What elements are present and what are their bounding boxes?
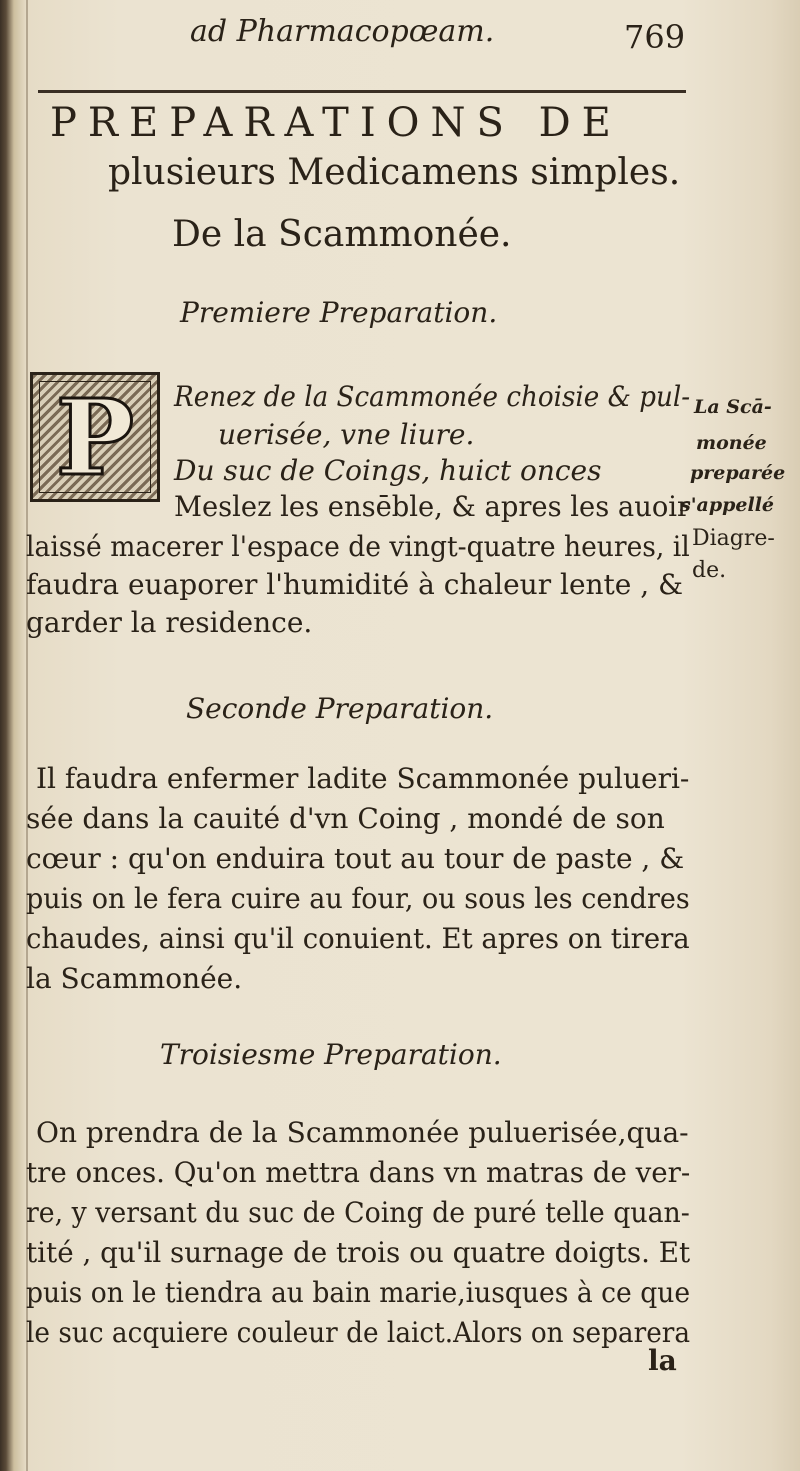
catchword: la bbox=[648, 1344, 677, 1377]
prep3-line: tre onces. Qu'on mettra dans vn matras de ver- bbox=[26, 1156, 691, 1189]
margin-note-line: Diagre- bbox=[692, 526, 775, 551]
prep1-line: garder la residence. bbox=[26, 606, 313, 639]
preparation-2-heading: Seconde Preparation. bbox=[186, 692, 494, 725]
margin-note-line: monée bbox=[696, 432, 767, 454]
prep3-line: On prendra de la Scammonée puluerisée,qua- bbox=[36, 1116, 689, 1149]
prep1-line: uerisée, vne liure. bbox=[218, 418, 475, 451]
prep1-line: Meslez les ensēble, & apres les auoir bbox=[174, 490, 691, 523]
drop-cap-ornament bbox=[30, 372, 160, 502]
subject-heading: De la Scammonée. bbox=[172, 214, 512, 255]
prep1-line: Renez de la Scammonée choisie & pul- bbox=[174, 380, 691, 413]
prep2-line: Il faudra enfermer ladite Scammonée pulueri- bbox=[36, 762, 690, 795]
prep2-line: sée dans la cauité d'vn Coing , mondé de son bbox=[26, 802, 665, 835]
prep3-line: tité , qu'il surnage de trois ou quatre doigts. Et bbox=[26, 1236, 691, 1269]
header-rule bbox=[38, 90, 686, 93]
prep1-line: Du suc de Coings, huict onces bbox=[174, 454, 602, 487]
preparation-3-heading: Troisiesme Preparation. bbox=[160, 1038, 502, 1071]
margin-note-line: preparée bbox=[690, 462, 786, 484]
prep3-line: re, y versant du suc de Coing de puré telle quan- bbox=[26, 1196, 690, 1229]
margin-note-line: s'appellé bbox=[680, 494, 775, 516]
prep3-line: le suc acquiere couleur de laict.Alors on separera bbox=[26, 1316, 691, 1349]
running-title: ad Pharmacopœam. bbox=[190, 14, 495, 49]
page-number: 769 bbox=[624, 18, 686, 56]
prep2-line: puis on le fera cuire au four, ou sous les cendres bbox=[26, 882, 690, 915]
prep1-line: faudra euaporer l'humidité à chaleur lente , & bbox=[26, 568, 683, 601]
preparation-1-heading: Premiere Preparation. bbox=[180, 296, 498, 329]
margin-note-line: La Scā- bbox=[694, 396, 772, 418]
prep3-line: puis on le tiendra au bain marie,iusques à ce que bbox=[26, 1276, 691, 1309]
prep2-line: cœur : qu'on enduira tout au tour de paste , & bbox=[26, 842, 685, 875]
section-title: PREPARATIONS DE bbox=[50, 100, 622, 146]
prep2-line: la Scammonée. bbox=[26, 962, 243, 995]
margin-note-line: de. bbox=[692, 558, 727, 583]
prep2-line: chaudes, ainsi qu'il conuient. Et apres on tirera bbox=[26, 922, 690, 955]
section-subtitle: plusieurs Medicamens simples. bbox=[108, 152, 681, 193]
drop-cap-letter: P bbox=[39, 381, 151, 493]
prep1-line: laissé macerer l'espace de vingt-quatre heures, il bbox=[26, 530, 690, 563]
